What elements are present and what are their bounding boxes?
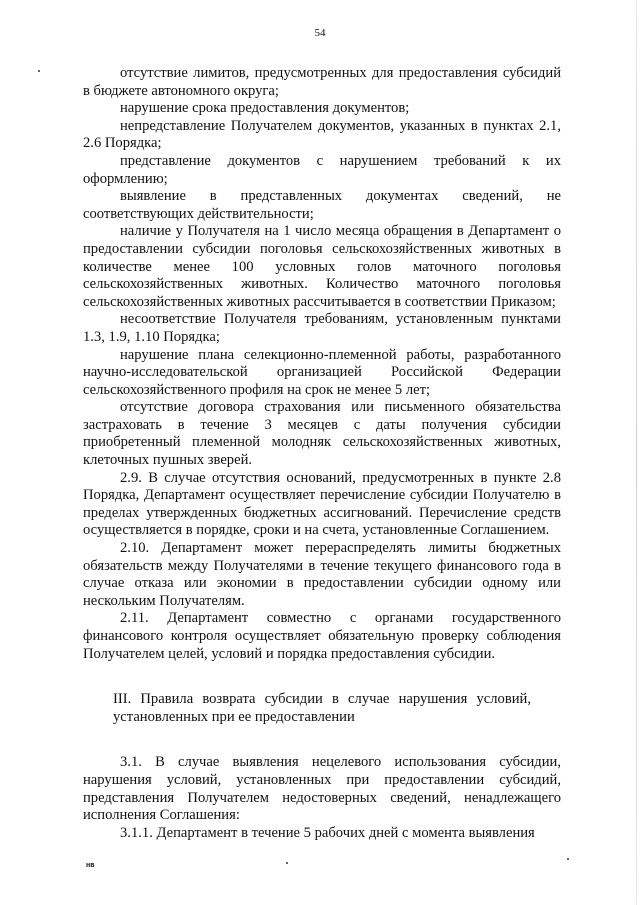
paragraph-breeding-plan: нарушение плана селекционно-племенной работы, разработанного научно-исследовательской организацией Российской Федерации сельскохозяйственного профиля на срок не менее 5 лет; [83,346,561,398]
scan-edge [636,0,637,905]
paragraph-no-limits: отсутствие лимитов, предусмотренных для предоставления субсидий в бюджете автономного округа; [83,65,561,99]
paragraph-missing-documents: непредставление Получателем документов, указанных в пунктах 2.1, 2.6 Порядка; [83,117,561,152]
paragraph-2-11: 2.11. Департамент совместно с органами государственного финансового контроля осуществляет обязательную проверку соблюдения Получателем целей, условий и порядка предоставления субсидии. [83,610,561,662]
paragraph-livestock-count: наличие у Получателя на 1 число месяца обращения в Департамент о предоставлении субсидии поголовья сельскохозяйственных животных в количестве менее 100 условных голов маточного поголовья сельскохозяйственных животных. Количество маточного поголовья сельскохозяйственных животных рассчитывается в соответствии Приказом; [83,223,561,310]
paragraph-2-10: 2.10. Департамент может перераспределять лимиты бюджетных обязательств между Получателями в течение текущего финансового года в случае отказа или экономии в предоставлении субсидии одному или нескольким Получателям. [83,540,561,609]
paragraph-3-1: 3.1. В случае выявления нецелевого использования субсидии, нарушения условий, установленных при предоставлении субсидий, представления Получателем недостоверных сведений, ненадлежащего исполнения Соглашения: [83,754,561,824]
paragraph-3-1-1: 3.1.1. Департамент в течение 5 рабочих дней с момента выявления [120,824,535,841]
footer-initials: нв [86,862,95,869]
paragraph-insurance: отсутствие договора страхования или письменного обязательства застраховать в течение 3 месяцев с даты получения субсидии приобретенный племенной молодняк сельскохозяйственных животных, клеточных пушных зверей. [83,399,561,469]
document-body [83,65,561,842]
scan-speck [286,862,288,864]
paragraph-false-information: выявление в представленных документах сведений, не соответствующих действительности; [83,188,561,222]
paragraph-requirements-mismatch: несоответствие Получателя требованиям, установленным пунктами 1.3, 1.9, 1.10 Порядка; [83,311,561,345]
scan-speck [567,858,569,860]
paragraph-2-9: 2.9. В случае отсутствия оснований, предусмотренных в пункте 2.8 Порядка, Департамент осуществляет перечисление субсидии Получателю в пределах утвержденных бюджетных ассигнований. Перечисление средств осуществляется в порядке, сроки и на счета, установленные Соглашением. [83,469,561,539]
page-number: 54 [314,27,326,39]
scan-speck [38,70,40,72]
section-title: III. Правила возврата субсидии в случае нарушения условий, установленных при ее предоставлении [113,691,531,725]
paragraph-deadline-violation: нарушение срока предоставления документов; [120,100,410,117]
paragraph-format-violation: представление документов с нарушением требований к их оформлению; [83,152,561,187]
